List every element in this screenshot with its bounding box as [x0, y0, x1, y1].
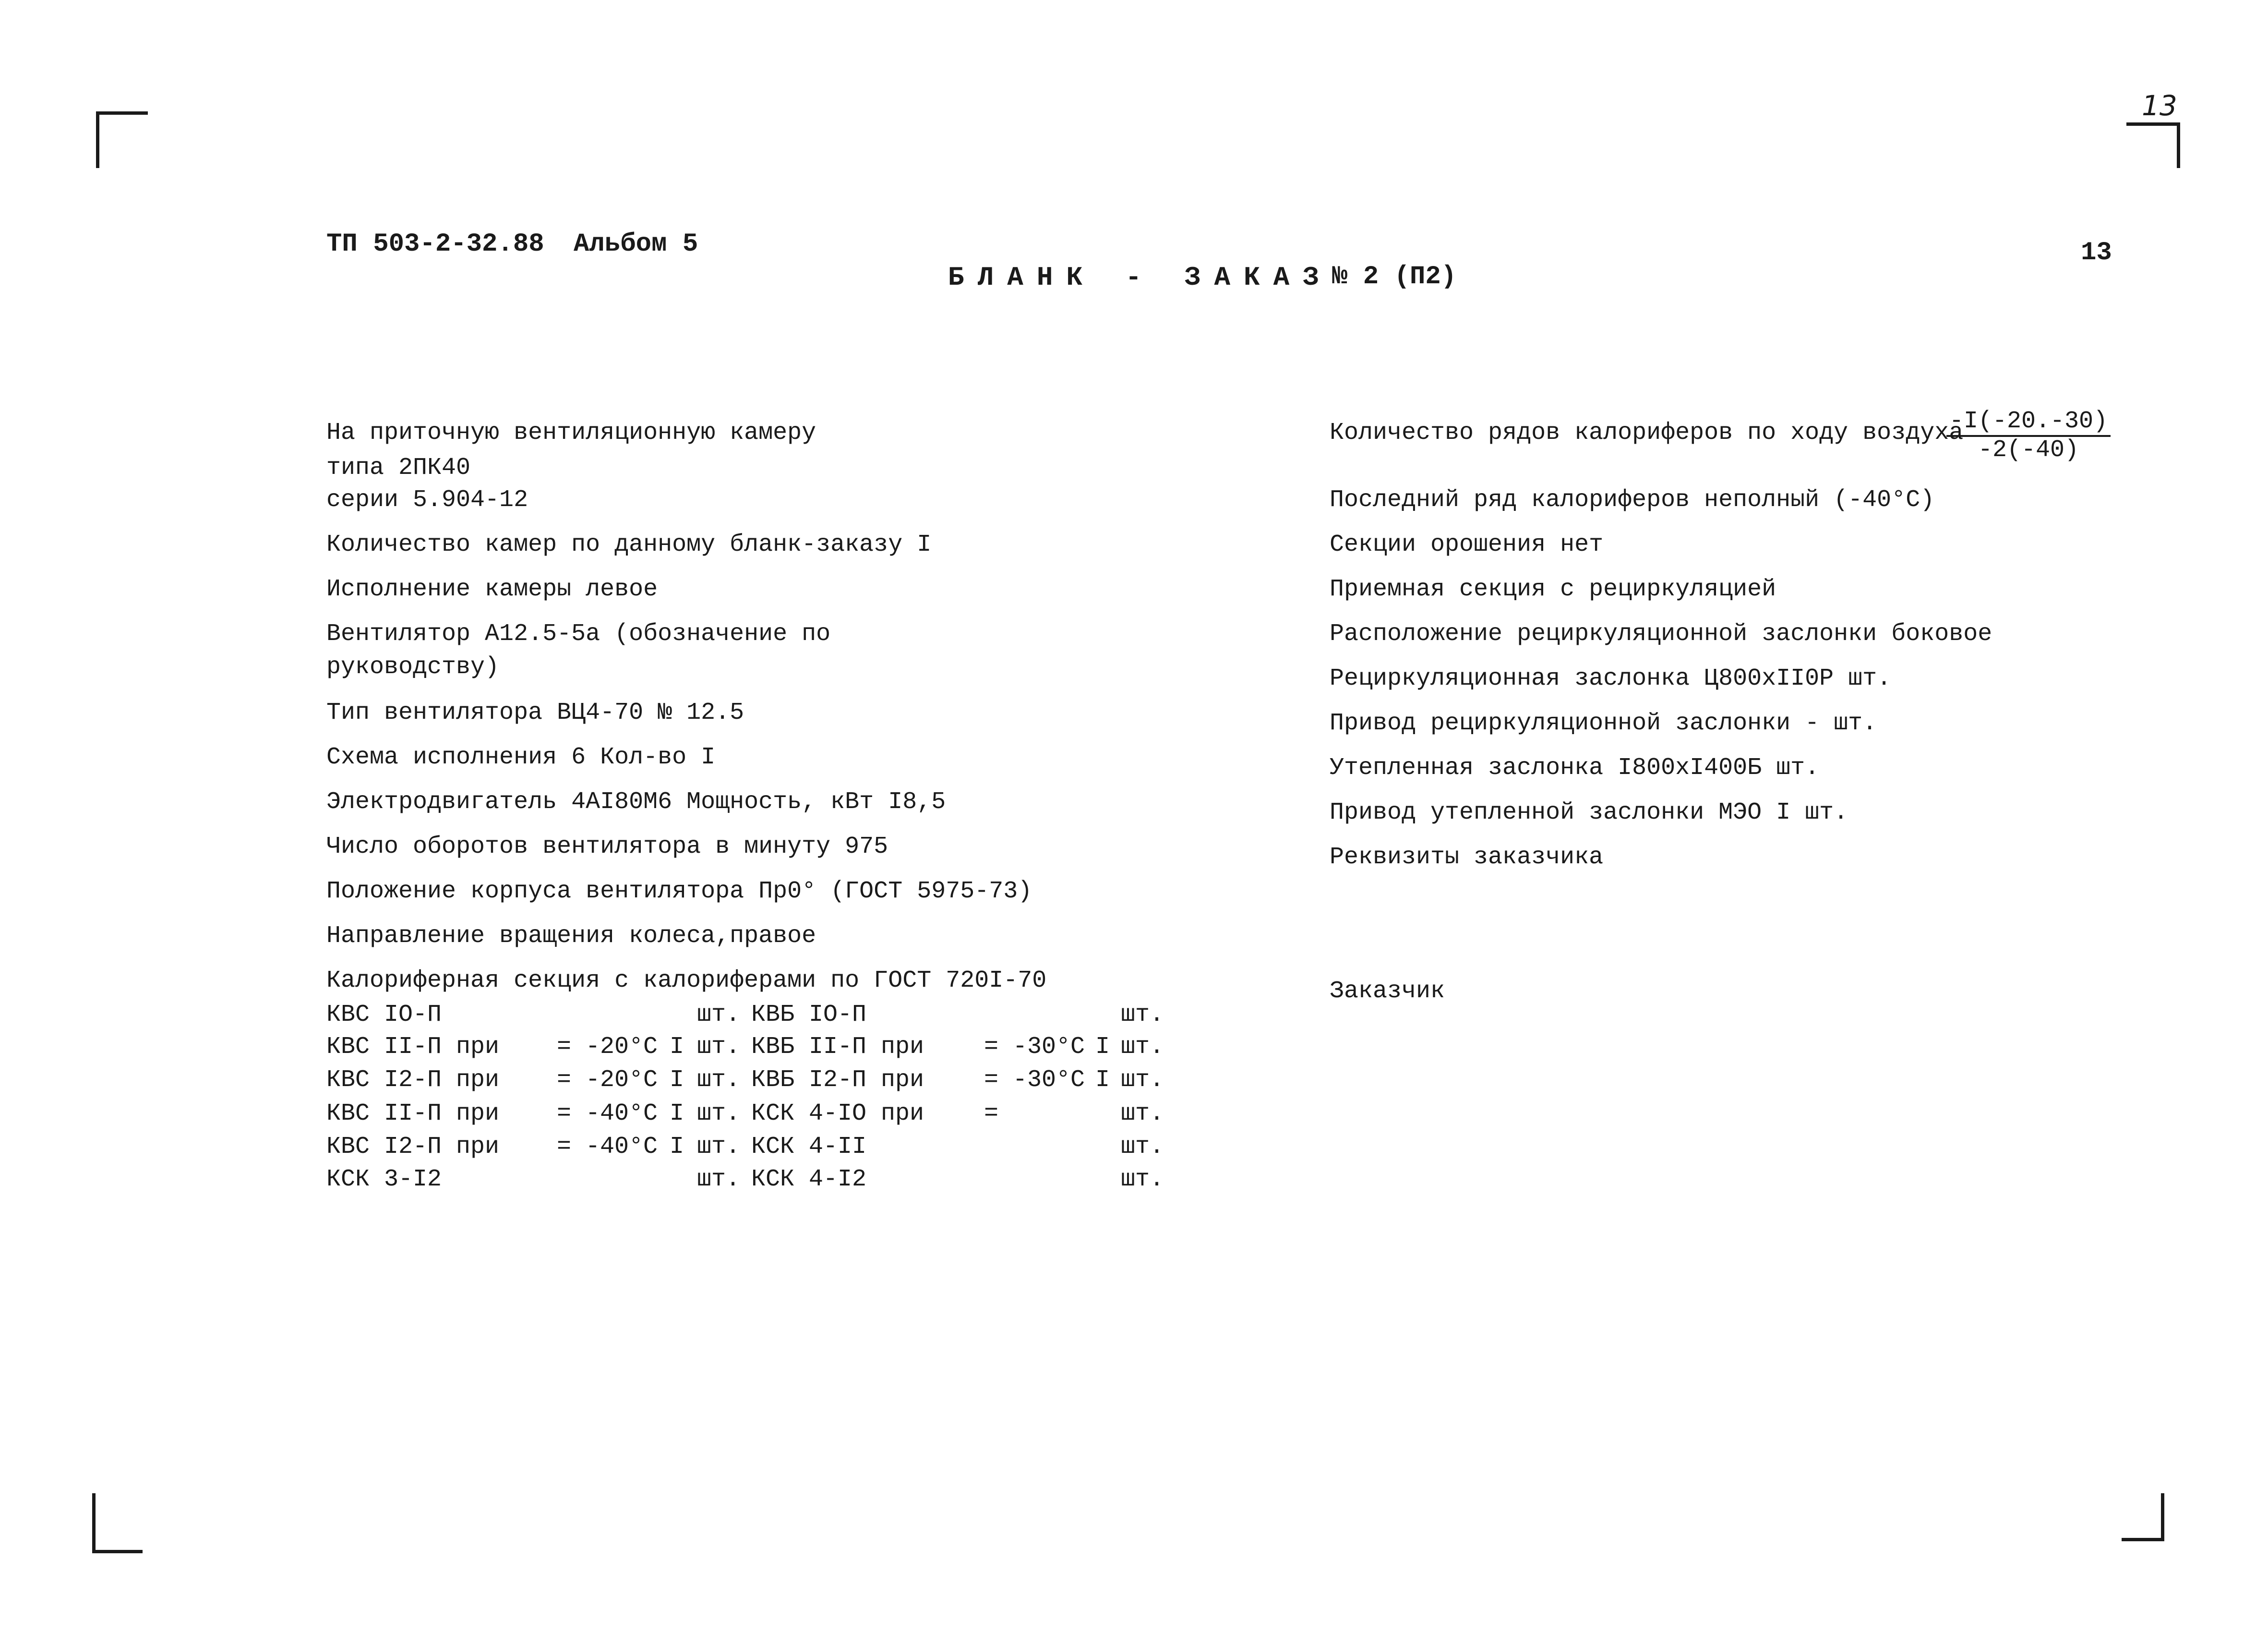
- heater-cell: = -30°С: [984, 1033, 1085, 1061]
- heater-cell: КВС I2-П при: [326, 1133, 500, 1160]
- heater-cell: = -20°С: [557, 1066, 658, 1094]
- heater-cell: шт.: [1121, 1166, 1164, 1193]
- right-text-line: Реквизиты заказчика: [1330, 844, 1604, 871]
- left-text-line: Схема исполнения 6 Кол-во I: [326, 744, 716, 771]
- left-text-line: На приточную вентиляционную камеру: [326, 419, 816, 447]
- heater-cell: КВС IO-П: [326, 1001, 442, 1028]
- heater-cell: шт.: [1121, 1100, 1164, 1127]
- crop-mark-top-right: [2126, 122, 2180, 126]
- heater-cell: = -40°С: [557, 1100, 658, 1127]
- page-number-handwritten: 13: [2142, 89, 2177, 122]
- crop-mark-bottom-right: [2161, 1493, 2164, 1541]
- left-text-line: Направление вращения колеса,правое: [326, 922, 816, 950]
- heater-rows-numerator: -I(-20.-30): [1946, 408, 2111, 437]
- left-text-line: типа 2ПК40: [326, 454, 471, 482]
- right-text-line: Привод утепленной заслонки МЭО I шт.: [1330, 799, 1848, 826]
- heater-cell: = -20°С: [557, 1033, 658, 1061]
- heater-cell: = -40°С: [557, 1133, 658, 1160]
- crop-mark-bottom-right: [2122, 1538, 2164, 1541]
- heater-rows-fraction: [1946, 408, 2111, 464]
- left-text-line: Количество камер по данному бланк-заказу I: [326, 531, 932, 558]
- heater-cell: I: [1095, 1033, 1110, 1061]
- right-text-line: Расположение рециркуляционной заслонки боковое: [1330, 620, 1992, 648]
- heater-cell: КВБ II-П при: [751, 1033, 924, 1061]
- heater-cell: КСК 3-I2: [326, 1166, 442, 1193]
- heater-cell: шт.: [697, 1033, 741, 1061]
- heater-cell: КВБ IO-П: [751, 1001, 867, 1028]
- page-number: 13: [2081, 238, 2112, 267]
- right-text-line: Привод рециркуляционной заслонки - шт.: [1330, 710, 1877, 737]
- left-text-line: Тип вентилятора ВЦ4-70 № 12.5: [326, 699, 744, 726]
- right-text-line: Приемная секция с рециркуляцией: [1330, 576, 1776, 603]
- heater-cell: шт.: [1121, 1033, 1164, 1061]
- heater-cell: шт.: [697, 1100, 741, 1127]
- left-text-line: Число оборотов вентилятора в минуту 975: [326, 833, 888, 860]
- right-text-line: Секции орошения нет: [1330, 531, 1604, 558]
- right-text-line: Последний ряд калориферов неполный (-40°С): [1330, 486, 1935, 514]
- heater-cell: шт.: [1121, 1001, 1164, 1028]
- document-code: ТП 503-2-32.88: [326, 230, 544, 259]
- heater-cell: шт.: [1121, 1066, 1164, 1094]
- heater-cell: I: [670, 1100, 684, 1127]
- left-text-line: серии 5.904-12: [326, 486, 528, 514]
- crop-mark-bottom-left: [92, 1493, 96, 1553]
- left-text-line: руководству): [326, 653, 500, 681]
- heater-cell: = -30°С: [984, 1066, 1085, 1094]
- heater-cell: I: [670, 1066, 684, 1094]
- heater-cell: КСК 4-II: [751, 1133, 867, 1160]
- crop-mark-top-left: [96, 111, 99, 168]
- crop-mark-bottom-left: [92, 1550, 143, 1553]
- album-label: Альбом 5: [574, 230, 698, 259]
- left-text-line: Калориферная секция с калориферами по ГОСТ 720I-70: [326, 967, 1047, 994]
- page-title: БЛАНК - ЗАКАЗ: [948, 262, 1332, 293]
- heater-cell: шт.: [697, 1066, 741, 1094]
- crop-mark-top-right: [2177, 122, 2180, 168]
- left-text-line: Исполнение камеры левое: [326, 576, 658, 603]
- heater-cell: КСК 4-I2: [751, 1166, 867, 1193]
- order-number: № 2 (П2): [1332, 262, 1457, 291]
- heater-cell: шт.: [697, 1133, 741, 1160]
- heater-cell: КВБ I2-П при: [751, 1066, 924, 1094]
- heater-cell: КВС II-П при: [326, 1100, 500, 1127]
- heater-cell: КВС I2-П при: [326, 1066, 500, 1094]
- heater-cell: =: [984, 1100, 999, 1127]
- heater-cell: I: [1095, 1066, 1110, 1094]
- heater-cell: I: [670, 1033, 684, 1061]
- left-text-line: Положение корпуса вентилятора Пр0° (ГОСТ 5975-73): [326, 878, 1032, 905]
- crop-mark-top-left: [96, 111, 148, 115]
- heater-cell: шт.: [697, 1166, 741, 1193]
- heater-cell: КВС II-П при: [326, 1033, 500, 1061]
- heater-cell: шт.: [697, 1001, 741, 1028]
- left-text-line: Электродвигатель 4АI80М6 Мощность, кВт I8,5: [326, 788, 946, 816]
- left-text-line: Вентилятор А12.5-5а (обозначение по: [326, 620, 831, 648]
- heater-cell: шт.: [1121, 1133, 1164, 1160]
- heater-rows-denominator: -2(-40): [1978, 436, 2079, 464]
- heater-cell: КСК 4-IO при: [751, 1100, 924, 1127]
- right-text-line: Рециркуляционная заслонка Ц800хII0Р шт.: [1330, 665, 1892, 692]
- heater-cell: I: [670, 1133, 684, 1160]
- right-text-line: Утепленная заслонка I800хI400Б шт.: [1330, 754, 1820, 782]
- heater-rows-label: Количество рядов калориферов по ходу воздуха: [1330, 419, 1964, 447]
- customer-label: Заказчик: [1330, 978, 1445, 1005]
